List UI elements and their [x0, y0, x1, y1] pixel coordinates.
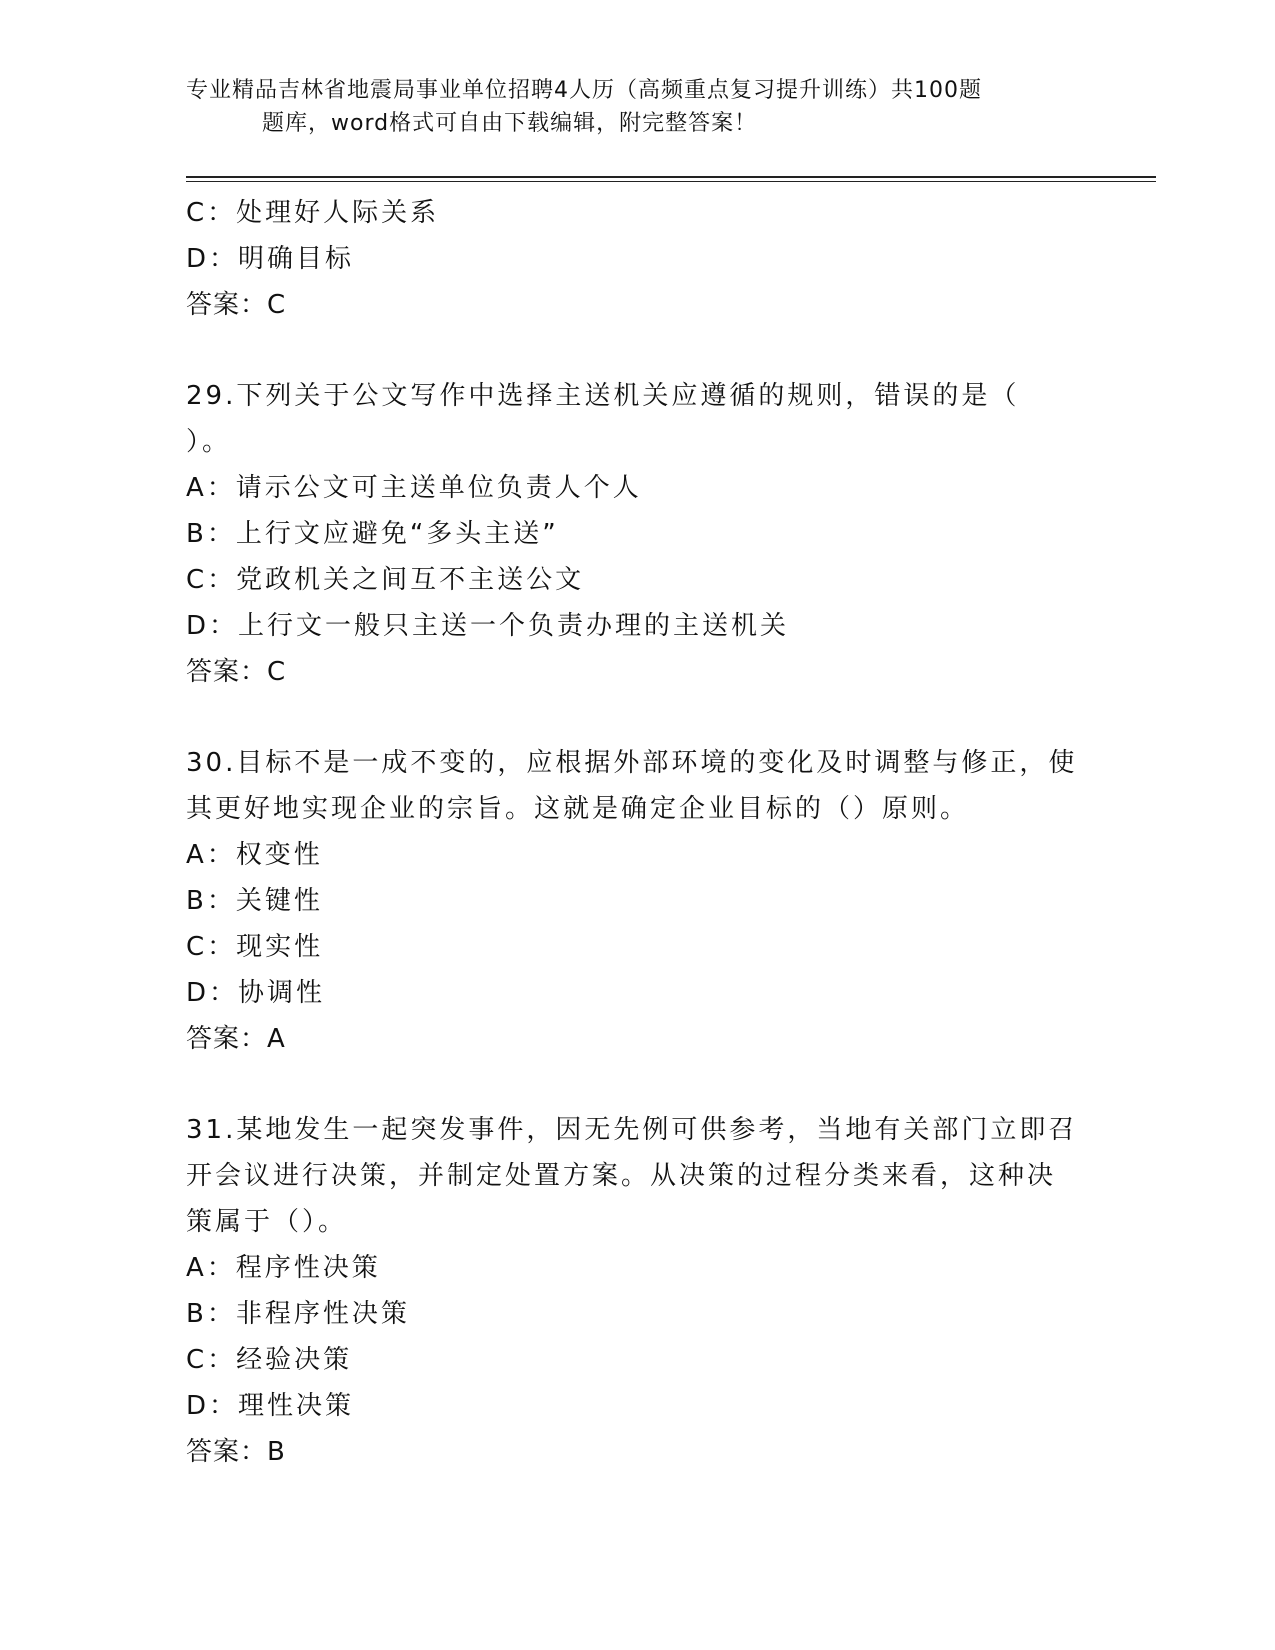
option-c: C：经验决策 [186, 1345, 353, 1375]
option-a: A：程序性决策 [186, 1253, 381, 1283]
spacer [186, 1062, 1086, 1107]
option-b: B：非程序性决策 [186, 1299, 410, 1329]
header-title-line-1: 专业精品吉林省地震局事业单位招聘4人历（高频重点复习提升训练）共100题 [186, 78, 982, 103]
option-c: C：党政机关之间互不主送公文 [186, 565, 585, 595]
question-block-31 [186, 1107, 1086, 1475]
spacer [186, 695, 1086, 740]
question-stem-line: 29.下列关于公文写作中选择主送机关应遵循的规则，错误的是（ [186, 381, 1020, 411]
question-content [186, 190, 1086, 1475]
page-header [186, 74, 1066, 140]
spacer [186, 328, 1086, 373]
option-a: A：请示公文可主送单位负责人个人 [186, 473, 642, 503]
question-stem-line: 开会议进行决策，并制定处置方案。从决策的过程分类来看，这种决 [186, 1161, 1057, 1191]
header-title-line-2: 题库，word格式可自由下载编辑，附完整答案！ [262, 111, 758, 136]
question-stem-line: ）。 [186, 427, 232, 457]
option-d: D：明确目标 [186, 244, 355, 274]
option-a: A：权变性 [186, 840, 323, 870]
question-stem-line: 其更好地实现企业的宗旨。这就是确定企业目标的（）原则。 [186, 794, 970, 824]
answer-line: 答案：C [186, 657, 287, 687]
question-block-29 [186, 373, 1086, 695]
answer-line: 答案：C [186, 290, 287, 320]
option-d: D：上行文一般只主送一个负责办理的主送机关 [186, 611, 790, 641]
header-rule-thin [186, 181, 1156, 182]
question-block-30 [186, 740, 1086, 1062]
answer-line: 答案：A [186, 1024, 286, 1054]
option-d: D：理性决策 [186, 1391, 355, 1421]
question-stem-line: 31.某地发生一起突发事件，因无先例可供参考，当地有关部门立即召 [186, 1115, 1078, 1145]
option-c: C：现实性 [186, 932, 324, 962]
question-block-28 [186, 190, 1086, 328]
question-stem-line: 策属于（）。 [186, 1207, 348, 1237]
option-d: D：协调性 [186, 978, 326, 1008]
option-c: C：处理好人际关系 [186, 198, 440, 228]
option-b: B：上行文应避免“多头主送” [186, 519, 559, 549]
question-stem-line: 30.目标不是一成不变的，应根据外部环境的变化及时调整与修正，使 [186, 748, 1078, 778]
option-b: B：关键性 [186, 886, 323, 916]
header-rule-thick [186, 176, 1156, 178]
answer-line: 答案：B [186, 1437, 286, 1467]
